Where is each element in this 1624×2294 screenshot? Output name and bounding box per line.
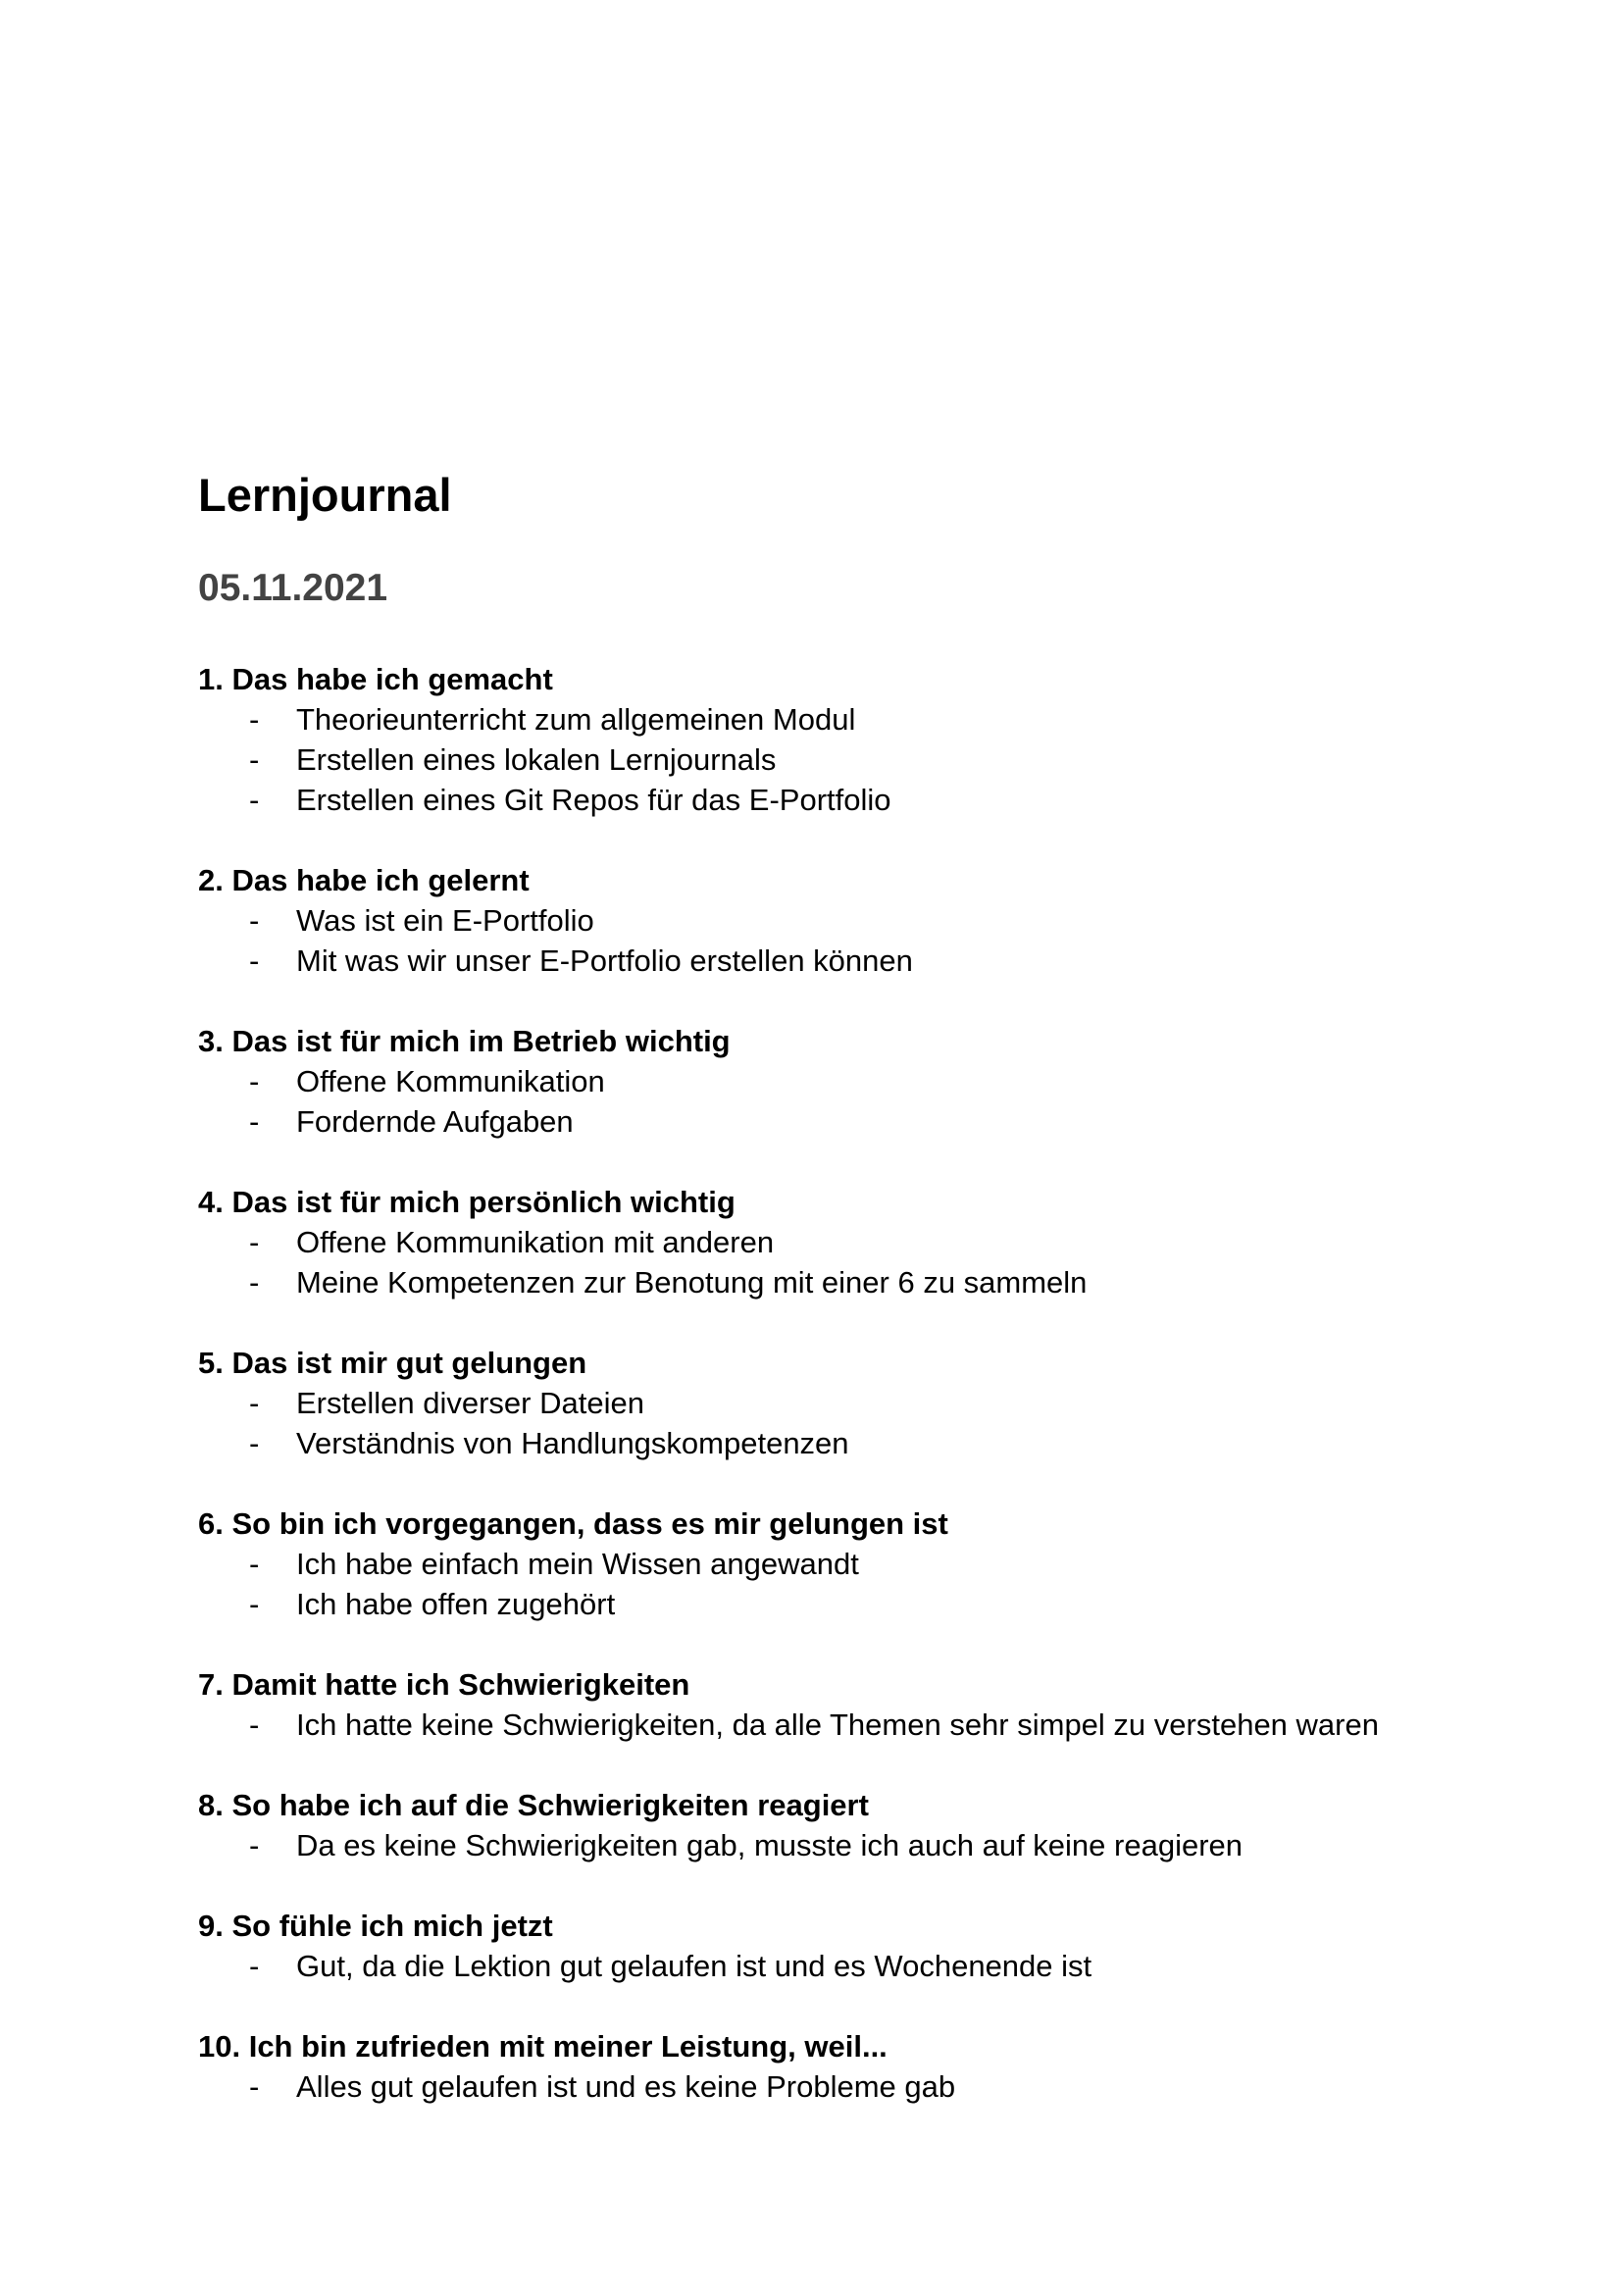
bullet-dash: - <box>249 1265 260 1300</box>
bullet-list <box>198 1383 1473 1463</box>
list-item <box>198 1544 1473 1584</box>
bullet-dash: - <box>249 943 260 978</box>
bullet-dash: - <box>249 1547 260 1581</box>
section-heading: 7. Damit hatte ich Schwierigkeiten <box>198 1667 690 1702</box>
bullet-list <box>198 1825 1473 1865</box>
bullet-dash: - <box>249 783 260 817</box>
entry-date: 05.11.2021 <box>198 567 388 609</box>
list-item <box>198 1061 1473 1101</box>
journal-section <box>198 1504 1473 1624</box>
bullet-dash: - <box>249 2069 260 2104</box>
list-item <box>198 1423 1473 1463</box>
list-item-text: Gut, da die Lektion gut gelaufen ist und es Wochenende ist <box>296 1949 1092 1983</box>
bullet-dash: - <box>249 903 260 938</box>
bullet-dash: - <box>249 1386 260 1420</box>
list-item <box>198 2066 1473 2107</box>
bullet-dash: - <box>249 1708 260 1742</box>
list-item-text: Offene Kommunikation <box>296 1064 605 1098</box>
list-item <box>198 941 1473 981</box>
list-item-text: Theorieunterricht zum allgemeinen Modul <box>296 702 856 737</box>
section-heading: 6. So bin ich vorgegangen, dass es mir gelungen ist <box>198 1506 948 1541</box>
section-heading: 5. Das ist mir gut gelungen <box>198 1346 587 1380</box>
list-item <box>198 1222 1473 1262</box>
bullet-dash: - <box>249 702 260 737</box>
list-item-text: Ich hatte keine Schwierigkeiten, da alle Themen sehr simpel zu verstehen waren <box>296 1708 1379 1742</box>
bullet-list <box>198 2066 1473 2107</box>
document-title: Lernjournal <box>198 469 452 521</box>
journal-section <box>198 2026 1473 2107</box>
list-item <box>198 1705 1473 1745</box>
journal-section <box>198 1785 1473 1865</box>
list-item-text: Mit was wir unser E-Portfolio erstellen können <box>296 943 913 978</box>
journal-section <box>198 860 1473 981</box>
list-item-text: Fordernde Aufgaben <box>296 1104 574 1139</box>
section-heading: 9. So fühle ich mich jetzt <box>198 1909 553 1943</box>
list-item <box>198 1262 1473 1302</box>
bullet-dash: - <box>249 1104 260 1139</box>
section-heading: 8. So habe ich auf die Schwierigkeiten reagiert <box>198 1788 869 1822</box>
bullet-dash: - <box>249 1064 260 1098</box>
list-item-text: Was ist ein E-Portfolio <box>296 903 594 938</box>
bullet-dash: - <box>249 1828 260 1862</box>
list-item-text: Ich habe einfach mein Wissen angewandt <box>296 1547 859 1581</box>
bullet-list <box>198 699 1473 820</box>
bullet-list <box>198 1544 1473 1624</box>
list-item <box>198 1946 1473 1986</box>
list-item-text: Ich habe offen zugehört <box>296 1587 616 1621</box>
list-item-text: Erstellen eines lokalen Lernjournals <box>296 742 777 777</box>
journal-section <box>198 1182 1473 1302</box>
section-heading: 4. Das ist für mich persönlich wichtig <box>198 1185 736 1219</box>
list-item <box>198 739 1473 780</box>
bullet-list <box>198 1222 1473 1302</box>
journal-section <box>198 1343 1473 1463</box>
list-item <box>198 1383 1473 1423</box>
list-item-text: Offene Kommunikation mit anderen <box>296 1225 775 1259</box>
journal-section <box>198 1906 1473 1986</box>
list-item-text: Erstellen eines Git Repos für das E-Portfolio <box>296 783 891 817</box>
list-item-text: Da es keine Schwierigkeiten gab, musste ich auch auf keine reagieren <box>296 1828 1243 1862</box>
section-heading: 10. Ich bin zufrieden mit meiner Leistung, weil... <box>198 2029 888 2064</box>
bullet-list <box>198 1705 1473 1745</box>
section-heading: 1. Das habe ich gemacht <box>198 662 553 696</box>
list-item-text: Verständnis von Handlungskompetenzen <box>296 1426 849 1460</box>
bullet-list <box>198 900 1473 981</box>
list-item <box>198 780 1473 820</box>
bullet-dash: - <box>249 1426 260 1460</box>
list-item <box>198 699 1473 739</box>
list-item-text: Meine Kompetenzen zur Benotung mit einer 6 zu sammeln <box>296 1265 1088 1300</box>
list-item-text: Alles gut gelaufen ist und es keine Probleme gab <box>296 2069 956 2104</box>
bullet-dash: - <box>249 1225 260 1259</box>
bullet-dash: - <box>249 742 260 777</box>
document-page <box>198 467 1473 2147</box>
list-item <box>198 1101 1473 1142</box>
bullet-list <box>198 1946 1473 1986</box>
list-item <box>198 900 1473 941</box>
journal-section <box>198 1664 1473 1745</box>
journal-section <box>198 659 1473 820</box>
section-heading: 3. Das ist für mich im Betrieb wichtig <box>198 1024 731 1058</box>
journal-sections <box>198 659 1473 2107</box>
section-heading: 2. Das habe ich gelernt <box>198 863 530 897</box>
bullet-dash: - <box>249 1587 260 1621</box>
journal-section <box>198 1021 1473 1142</box>
bullet-list <box>198 1061 1473 1142</box>
bullet-dash: - <box>249 1949 260 1983</box>
list-item <box>198 1584 1473 1624</box>
list-item <box>198 1825 1473 1865</box>
list-item-text: Erstellen diverser Dateien <box>296 1386 644 1420</box>
